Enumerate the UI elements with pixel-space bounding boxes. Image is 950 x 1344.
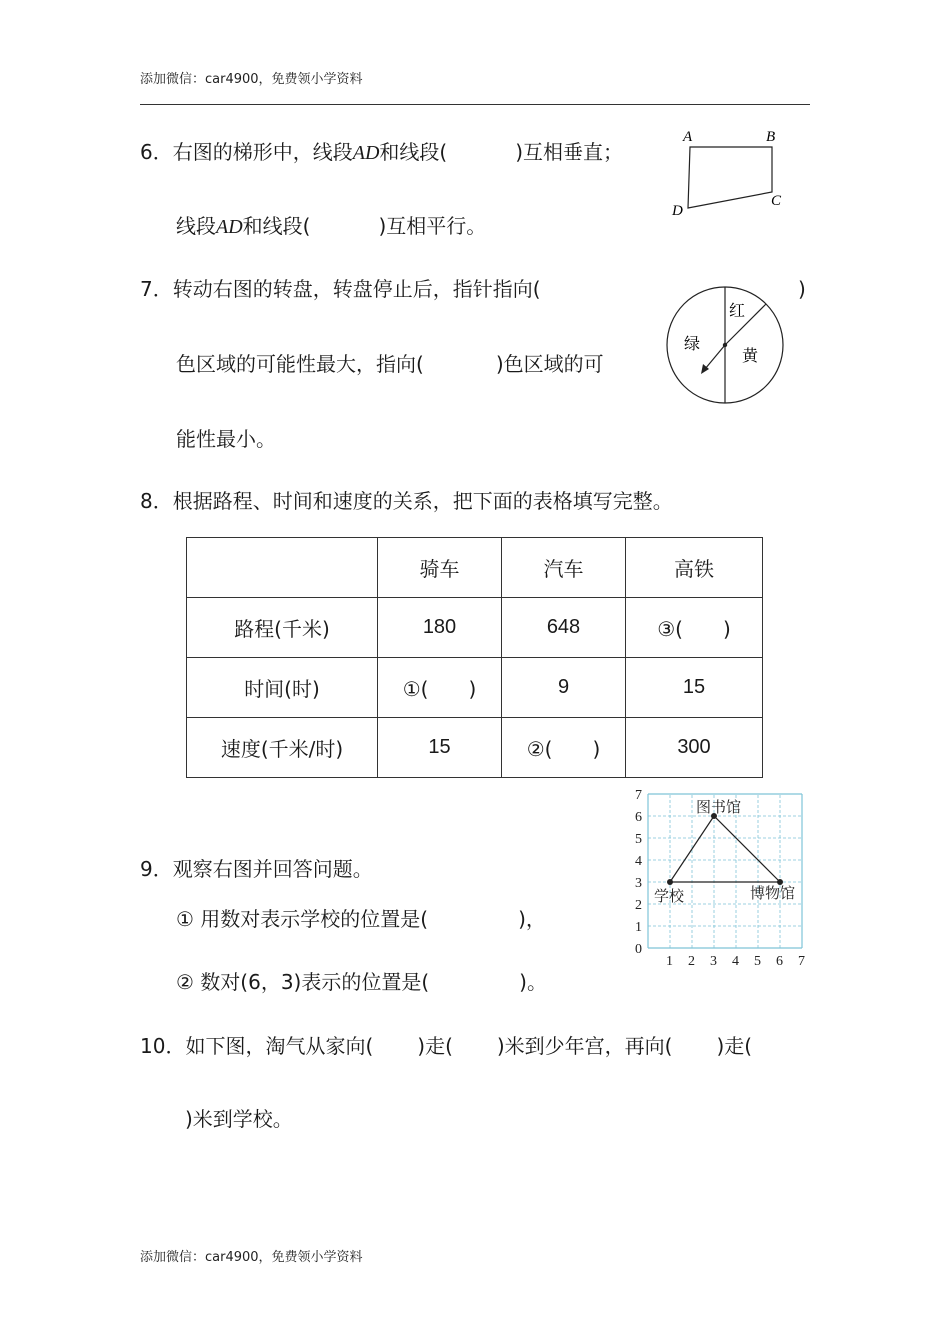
table-cell: 9 xyxy=(502,658,626,718)
y-tick-label: 3 xyxy=(635,876,642,891)
spinner-label-red: 红 xyxy=(729,303,746,320)
point-label: 图书馆 xyxy=(696,800,742,816)
y-tick-label: 7 xyxy=(635,788,642,803)
table-row-label: 路程(千米) xyxy=(187,598,378,658)
question-10-line-1: 10．如下图，淘气从家向( )走( )米到少年宫，再向( )走( xyxy=(140,1034,753,1058)
page-header: 添加微信：car4900，免费领小学资料 xyxy=(140,72,363,87)
speed-table xyxy=(186,537,763,778)
table-row xyxy=(187,718,763,778)
question-number: 9． xyxy=(140,857,173,881)
header-divider xyxy=(140,104,810,105)
question-7-close-paren: ) xyxy=(798,277,806,301)
table-row xyxy=(187,658,763,718)
question-7-line-2: 色区域的可能性最大，指向( )色区域的可 xyxy=(176,352,604,376)
point-marker xyxy=(777,879,783,885)
point-label: 学校 xyxy=(654,889,685,905)
spinner-pointer xyxy=(705,345,725,369)
page-footer: 添加微信：car4900，免费领小学资料 xyxy=(140,1250,363,1265)
trapezoid-figure xyxy=(665,122,795,222)
question-7-line-3: 能性最小。 xyxy=(176,427,276,451)
y-tick-label: 2 xyxy=(635,898,642,913)
question-8-line-1: 8．根据路程、时间和速度的关系，把下面的表格填写完整。 xyxy=(140,489,673,513)
plot-area xyxy=(654,798,795,905)
x-tick-label: 4 xyxy=(732,954,739,969)
table-cell: 300 xyxy=(626,718,763,778)
question-6-line-1: 6．右图的梯形中，线段AD和线段( )互相垂直； xyxy=(140,140,624,164)
question-7-line-1: 7．转动右图的转盘，转盘停止后，指针指向( xyxy=(140,277,541,301)
x-tick-label: 2 xyxy=(688,954,695,969)
table-answer-cell[interactable]: ①( ) xyxy=(378,658,502,718)
table-header-cell xyxy=(187,538,378,598)
point-label: 博物馆 xyxy=(750,886,796,902)
question-6-line-2: 线段AD和线段( )互相平行。 xyxy=(176,214,487,238)
grid-lines xyxy=(648,794,802,948)
table-cell: 15 xyxy=(626,658,763,718)
x-tick-label: 1 xyxy=(666,954,673,969)
question-9-line-1: 9．观察右图并回答问题。 xyxy=(140,857,373,881)
y-tick-label: 5 xyxy=(635,832,642,847)
vertex-label-d: D xyxy=(672,203,683,219)
triangle-outline xyxy=(670,816,780,882)
spinner-label-green: 绿 xyxy=(684,336,701,353)
question-number: 6． xyxy=(140,140,173,164)
point-marker xyxy=(667,879,673,885)
table-row xyxy=(187,598,763,658)
y-tick-label: 6 xyxy=(635,810,642,825)
table-header-cell: 骑车 xyxy=(378,538,502,598)
x-tick-label: 7 xyxy=(798,954,805,969)
table-answer-cell[interactable]: ②( ) xyxy=(502,718,626,778)
vertex-label-b: B xyxy=(766,129,776,145)
question-number: 7． xyxy=(140,277,173,301)
spinner-label-yellow: 黄 xyxy=(742,348,759,365)
coordinate-grid-chart xyxy=(628,785,813,970)
table-header-row xyxy=(187,538,763,598)
table-header-cell: 汽车 xyxy=(502,538,626,598)
spinner-figure xyxy=(665,285,787,407)
vertex-label-a: A xyxy=(683,129,693,145)
y-tick-label: 4 xyxy=(635,854,642,869)
x-tick-label: 6 xyxy=(776,954,783,969)
vertex-label-c: C xyxy=(771,193,782,209)
table-row-label: 速度(千米/时) xyxy=(187,718,378,778)
table-cell: 648 xyxy=(502,598,626,658)
question-number: 10． xyxy=(140,1034,186,1058)
question-number: 8． xyxy=(140,489,173,513)
table-answer-cell[interactable]: ③( ) xyxy=(626,598,763,658)
table-cell: 180 xyxy=(378,598,502,658)
question-10-line-2: )米到学校。 xyxy=(185,1107,293,1131)
x-tick-label: 5 xyxy=(754,954,761,969)
table-row-label: 时间(时) xyxy=(187,658,378,718)
question-9-sub-1: ① 用数对表示学校的位置是( )， xyxy=(176,907,546,931)
x-tick-label: 3 xyxy=(710,954,717,969)
table-header-cell: 高铁 xyxy=(626,538,763,598)
y-tick-label: 0 xyxy=(635,942,642,957)
table-cell: 15 xyxy=(378,718,502,778)
question-9-sub-2: ② 数对(6，3)表示的位置是( )。 xyxy=(176,970,547,994)
y-tick-label: 1 xyxy=(635,920,642,935)
